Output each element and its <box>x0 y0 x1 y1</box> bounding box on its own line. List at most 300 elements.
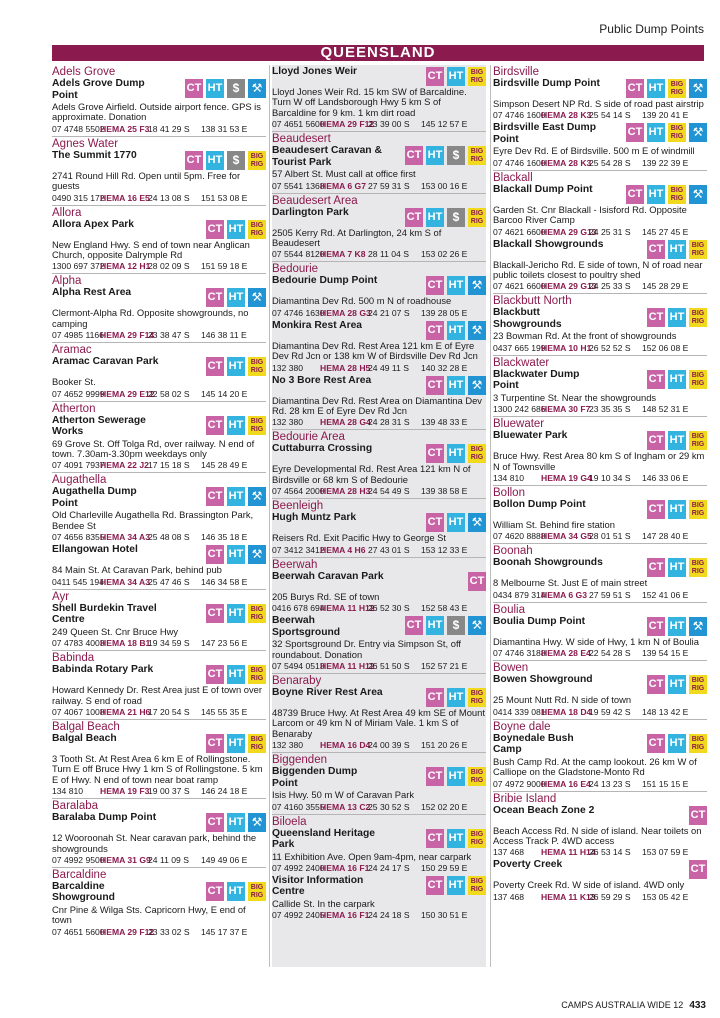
site-name: Aramac Caravan Park <box>52 356 159 368</box>
facility-icons <box>426 321 486 340</box>
dump-point-entry <box>493 733 707 789</box>
longitude: 151 20 26 E <box>421 740 468 751</box>
ht-badge: HT <box>668 240 686 259</box>
latitude: 19 00 37 S <box>148 786 190 797</box>
facility-icons <box>405 208 486 227</box>
water-tap-icon: ⚒ <box>468 321 486 340</box>
latitude: 22 54 28 S <box>589 648 631 659</box>
site-name: Ocean Beach Zone 2 <box>493 804 595 816</box>
big-rig-icon: BIG RIG <box>248 665 266 684</box>
longitude: 139 54 15 E <box>642 648 689 659</box>
hema-reference: HEMA 13 C2 <box>320 801 371 812</box>
town-section <box>52 205 266 272</box>
ct-badge: CT <box>689 860 707 879</box>
site-name: Poverty Creek <box>493 859 563 871</box>
entry-details <box>52 330 266 340</box>
site-name: Babinda Rotary Park <box>52 664 154 676</box>
big-rig-icon: BIG RIG <box>668 79 686 98</box>
town-name: Agnes Water <box>52 137 119 150</box>
phone-number: 07 5544 8120 <box>272 249 325 260</box>
site-description: Poverty Creek Rd. W side of island. 4WD only <box>493 879 685 891</box>
latitude: 24 13 23 S <box>589 778 631 789</box>
site-description: 2505 Kerry Rd. At Darlington, 24 km S of Beaudesert <box>272 226 442 249</box>
site-name: Blackwater Dump Point <box>493 368 580 392</box>
big-rig-icon: BIG RIG <box>248 734 266 753</box>
town-section <box>493 485 707 541</box>
latitude: 26 51 50 S <box>368 660 410 671</box>
phone-number: 0414 339 081 <box>493 706 546 717</box>
hema-reference: HEMA 6 G7 <box>320 180 367 191</box>
site-name: No 3 Bore Rest Area <box>272 374 372 386</box>
site-description: 8 Melbourne St. Just E of main street <box>493 577 648 589</box>
hema-reference: HEMA 7 K8 <box>320 249 366 260</box>
column-divider <box>269 65 270 967</box>
ht-badge: HT <box>447 688 465 707</box>
facility-icons <box>426 688 486 707</box>
latitude: 23 35 35 S <box>589 404 631 415</box>
latitude: 25 54 14 S <box>589 110 631 121</box>
ct-badge: CT <box>626 123 644 142</box>
entry-header <box>272 375 486 395</box>
entry-details <box>52 124 266 134</box>
facility-icons <box>647 734 707 753</box>
dump-point-entry <box>272 687 486 750</box>
ht-badge: HT <box>227 487 245 506</box>
big-rig-icon: BIG RIG <box>468 829 486 848</box>
ht-badge: HT <box>426 146 444 165</box>
site-description: Blackall-Jericho Rd. E side of town, N of road near public toilets closest to poultry shed <box>493 258 703 281</box>
big-rig-icon: BIG RIG <box>668 185 686 204</box>
entry-details <box>493 847 707 857</box>
entry-header <box>493 78 707 98</box>
site-description: William St. Behind fire station <box>493 519 615 531</box>
longitude: 139 20 41 E <box>642 110 689 121</box>
dump-point-entry <box>52 287 266 340</box>
facility-icons <box>405 616 486 635</box>
dump-point-entry <box>493 859 707 901</box>
entry-details <box>52 927 266 937</box>
ct-badge: CT <box>206 220 224 239</box>
site-name: Bedourie Dump Point <box>272 275 378 287</box>
town-name: Beaudesert Area <box>272 194 358 207</box>
site-description: 205 Burys Rd. SE of town <box>272 590 380 602</box>
longitude: 150 29 59 E <box>421 862 468 873</box>
entry-details <box>52 786 266 796</box>
footer-text: CAMPS AUSTRALIA WIDE 12 <box>561 1000 684 1010</box>
site-name: Baralaba Dump Point <box>52 812 157 824</box>
town-name: Barcaldine <box>52 868 107 881</box>
site-name: Cuttaburra Crossing <box>272 443 373 455</box>
ct-badge: CT <box>426 321 444 340</box>
phone-number: 07 4746 3188 <box>493 648 546 659</box>
hema-reference: HEMA 16 F1 <box>320 910 370 921</box>
site-description: Old Charleville Augathella Rd. Brassington Park, Bendee St <box>52 509 254 531</box>
entry-details <box>493 404 707 414</box>
longitude: 139 28 05 E <box>421 307 468 318</box>
town-section <box>493 293 707 352</box>
latitude: 25 54 28 S <box>589 157 631 168</box>
site-name: Lloyd Jones Weir <box>272 66 358 77</box>
ct-badge: CT <box>647 675 665 694</box>
ht-badge: HT <box>227 357 245 376</box>
latitude: 24 25 31 S <box>589 226 631 237</box>
phone-number: 07 5541 1368 <box>272 180 325 191</box>
phone-number: 1300 242 686 <box>493 404 546 415</box>
town-name: Boulia <box>493 603 525 616</box>
ct-badge: CT <box>426 829 444 848</box>
phone-number: 0437 665 199 <box>493 342 546 353</box>
facility-icons <box>647 617 707 636</box>
site-description: Isis Hwy. 50 m W of Caravan Park <box>272 789 415 801</box>
hema-reference: HEMA 16 E4 <box>541 778 591 789</box>
dump-point-entry <box>272 375 486 428</box>
facility-icons <box>468 572 486 591</box>
entry-header <box>493 499 707 519</box>
ht-badge: HT <box>647 79 665 98</box>
site-description: Booker St. <box>52 376 96 388</box>
town-name: Beerwah <box>272 558 318 571</box>
site-description: Garden St. Cnr Blackall - Isisford Rd. Opposite Barcoo River Camp <box>493 203 687 226</box>
phone-number: 07 4621 6600 <box>493 281 546 292</box>
entry-header <box>52 544 266 564</box>
hema-reference: HEMA 18 B1 <box>100 638 151 649</box>
state-banner: QUEENSLAND <box>52 45 704 61</box>
phone-number: 07 4746 1600 <box>493 157 546 168</box>
entry-header <box>493 859 707 879</box>
fee-icon: $ <box>447 208 465 227</box>
site-name: Blackall Showgrounds <box>493 238 604 250</box>
entry-header <box>52 733 266 753</box>
site-description: Diamantina Dev Rd. 500 m N of roadhouse <box>272 295 452 307</box>
hema-reference: HEMA 19 G4 <box>541 473 592 484</box>
site-name: Boonah Showgrounds <box>493 557 603 569</box>
town-name: Blackall <box>493 171 533 184</box>
ct-badge: CT <box>405 208 423 227</box>
water-tap-icon: ⚒ <box>689 123 707 142</box>
ht-badge: HT <box>668 734 686 753</box>
dump-point-entry <box>52 219 266 272</box>
site-name: Ellangowan Hotel <box>52 544 138 556</box>
latitude: 24 13 08 S <box>148 192 190 203</box>
town-name: Biloela <box>272 815 307 828</box>
hema-reference: HEMA 34 G5 <box>541 531 592 542</box>
entry-details <box>493 707 707 717</box>
dump-point-entry <box>493 805 707 858</box>
site-description: 23 Bowman Rd. At the front of showgrounds <box>493 330 677 342</box>
hema-reference: HEMA 28 K3 <box>541 157 592 168</box>
site-name: Bluewater Park <box>493 430 568 442</box>
entry-header <box>493 557 707 577</box>
big-rig-icon: BIG RIG <box>468 688 486 707</box>
hema-reference: HEMA 11 H14 <box>541 847 596 858</box>
longitude: 152 06 08 E <box>642 342 689 353</box>
phone-number: 07 4992 9500 <box>52 854 105 865</box>
dump-point-entry <box>52 544 266 586</box>
phone-number: 07 4652 9999 <box>52 388 105 399</box>
dump-point-entry <box>272 875 486 920</box>
town-name: Aramac <box>52 344 92 357</box>
hema-reference: HEMA 18 D4 <box>541 706 592 717</box>
entry-details <box>52 707 266 717</box>
site-description: New England Hwy. S end of town near Anglican Church, opposite Dalrymple Rd <box>52 238 250 261</box>
facility-icons <box>426 876 486 895</box>
dump-point-entry <box>272 571 486 613</box>
town-section <box>272 498 486 554</box>
site-name: Beerwah Sportsground <box>272 615 341 638</box>
town-name: Birdsville <box>493 66 540 78</box>
dump-point-entry <box>52 78 266 134</box>
town-section <box>272 65 486 129</box>
latitude: 24 25 33 S <box>589 281 631 292</box>
hema-reference: HEMA 31 G9 <box>100 854 151 865</box>
dump-point-entry <box>52 812 266 865</box>
ht-badge: HT <box>447 376 465 395</box>
entry-header <box>272 145 486 168</box>
ct-badge: CT <box>647 617 665 636</box>
ht-badge: HT <box>206 79 224 98</box>
phone-number: 1300 697 372 <box>52 261 105 272</box>
entry-header <box>52 78 266 101</box>
big-rig-icon: BIG RIG <box>248 416 266 435</box>
town-name: Ayr <box>52 590 70 603</box>
entry-header <box>52 150 266 170</box>
water-tap-icon: ⚒ <box>248 79 266 98</box>
water-tap-icon: ⚒ <box>468 376 486 395</box>
water-tap-icon: ⚒ <box>468 276 486 295</box>
site-name: Bowen Showground <box>493 674 593 686</box>
entry-details <box>272 417 486 427</box>
phone-number: 134 810 <box>493 473 525 484</box>
entry-header <box>52 664 266 684</box>
ct-badge: CT <box>206 665 224 684</box>
longitude: 152 57 21 E <box>421 660 468 671</box>
site-name: Adels Grove Dump Point <box>52 78 145 101</box>
longitude: 153 05 42 E <box>642 891 689 902</box>
hema-reference: HEMA 16 D4 <box>320 740 371 751</box>
site-name: Biggenden Dump Point <box>272 766 358 789</box>
latitude: 24 00 39 S <box>368 740 410 751</box>
entry-header <box>272 207 486 227</box>
ct-badge: CT <box>405 146 423 165</box>
site-description: Howard Kennedy Dr. Rest Area just E of town over railway. S end of road <box>52 684 262 706</box>
site-description: Diamantina Dev Rd. Rest Area 121 km E of Eyre Dev Rd Jcn or 138 km W of Birdsville Dev Rd Jcn <box>272 339 478 362</box>
site-description: 84 Main St. At Caravan Park, behind pub <box>52 564 222 576</box>
longitude: 145 28 49 E <box>201 460 248 471</box>
entry-details <box>52 638 266 648</box>
longitude: 151 53 08 E <box>201 192 248 203</box>
longitude: 138 31 53 E <box>201 123 248 134</box>
fee-icon: $ <box>447 616 465 635</box>
ct-badge: CT <box>206 357 224 376</box>
dump-point-entry <box>52 150 266 203</box>
entry-details <box>52 460 266 470</box>
entry-details <box>52 261 266 271</box>
dump-point-entry <box>493 674 707 716</box>
site-name: Darlington Park <box>272 206 349 218</box>
facility-icons <box>647 240 707 259</box>
latitude: 28 01 51 S <box>589 531 631 542</box>
site-description: Callide St. In the carpark <box>272 897 375 909</box>
big-rig-icon: BIG RIG <box>689 675 707 694</box>
hema-reference: HEMA 16 E5 <box>100 192 150 203</box>
site-description: 69 Grove St. Off Tolga Rd, over railway. N end of town. 7.30am-3.30pm weekdays only <box>52 437 255 460</box>
ct-badge: CT <box>426 276 444 295</box>
site-description: 32 Sportsground Dr. Entry via Simpson St, off roundabout. Donation <box>272 638 461 660</box>
hema-reference: HEMA 11 K13 <box>541 891 596 902</box>
phone-number: 07 4067 1008 <box>52 706 105 717</box>
ht-badge: HT <box>227 882 245 901</box>
water-tap-icon: ⚒ <box>248 487 266 506</box>
hema-reference: HEMA 19 F3 <box>100 786 150 797</box>
dump-point-entry <box>272 145 486 190</box>
latitude: 19 34 59 S <box>148 638 190 649</box>
longitude: 139 22 39 E <box>642 157 689 168</box>
entry-header <box>52 603 266 626</box>
site-description: Eyre Dev Rd. E of Birdsville. 500 m E of windmill <box>493 145 695 157</box>
longitude: 149 49 06 E <box>201 854 248 865</box>
site-description: Beach Access Rd. N side of island. Near toilets on Access Track P. 4WD access <box>493 824 702 846</box>
dump-point-entry <box>272 828 486 873</box>
site-name: Monkira Rest Area <box>272 319 363 331</box>
hema-reference: HEMA 22 J2 <box>100 460 149 471</box>
facility-icons <box>647 308 707 327</box>
page-footer <box>561 1000 706 1011</box>
entry-details <box>493 590 707 600</box>
listing-column-2 <box>272 65 486 967</box>
listing-column-1 <box>52 65 266 967</box>
ht-badge: HT <box>647 185 665 204</box>
ht-badge: HT <box>426 208 444 227</box>
entry-details <box>493 343 707 353</box>
site-description: Adels Grove Airfield. Outside airport fence. GPS is approximate. Donation <box>52 101 261 123</box>
town-name: Benaraby <box>272 674 322 687</box>
ht-badge: HT <box>668 308 686 327</box>
longitude: 146 34 58 E <box>201 576 248 587</box>
site-description: Diamantina Dev Rd. Rest Area on Diamantina Dev Rd. 28 km E of Eyre Dev Rd Jcn <box>272 394 482 417</box>
dump-point-entry <box>272 275 486 317</box>
hema-reference: HEMA 28 H3 <box>320 486 371 497</box>
site-name: Atherton Sewerage Works <box>52 414 146 438</box>
hema-reference: HEMA 12 H1 <box>100 261 151 272</box>
town-name: Atherton <box>52 402 96 415</box>
town-name: Bedourie <box>272 263 319 276</box>
fee-icon: $ <box>227 79 245 98</box>
latitude: 28 02 09 S <box>148 261 190 272</box>
facility-icons <box>647 675 707 694</box>
town-name: Bribie Island <box>493 792 557 805</box>
ct-badge: CT <box>647 308 665 327</box>
phone-number: 07 4746 1630 <box>272 307 325 318</box>
longitude: 152 02 20 E <box>421 801 468 812</box>
town-name: Augathella <box>52 474 107 487</box>
water-tap-icon: ⚒ <box>248 545 266 564</box>
dump-point-entry <box>493 616 707 658</box>
town-name: Boonah <box>493 545 533 558</box>
site-name: Hugh Muntz Park <box>272 512 357 524</box>
ct-badge: CT <box>647 370 665 389</box>
phone-number: 137 468 <box>493 847 525 858</box>
town-section <box>493 170 707 292</box>
dump-point-entry <box>272 615 486 671</box>
entry-header <box>52 287 266 307</box>
town-section <box>272 557 486 671</box>
page-header-title: Public Dump Points <box>599 22 704 36</box>
longitude: 153 07 59 E <box>642 847 689 858</box>
latitude: 26 59 29 S <box>589 891 631 902</box>
phone-number: 132 380 <box>272 417 304 428</box>
longitude: 145 27 45 E <box>642 226 689 237</box>
ct-badge: CT <box>206 288 224 307</box>
town-name: Biggenden <box>272 754 327 767</box>
latitude: 26 52 52 S <box>589 342 631 353</box>
ct-badge: CT <box>426 376 444 395</box>
water-tap-icon: ⚒ <box>689 617 707 636</box>
dump-point-entry <box>52 486 266 542</box>
ct-badge: CT <box>689 806 707 825</box>
town-name: Bedourie Area <box>272 431 345 444</box>
entry-header <box>493 805 707 825</box>
ht-badge: HT <box>447 767 465 786</box>
big-rig-icon: BIG RIG <box>468 444 486 463</box>
town-name: Bollon <box>493 487 525 500</box>
ct-badge: CT <box>426 513 444 532</box>
ct-badge: CT <box>647 558 665 577</box>
entry-header <box>272 275 486 295</box>
entry-header <box>52 415 266 438</box>
ct-badge: CT <box>206 604 224 623</box>
latitude: 27 59 31 S <box>368 180 410 191</box>
dump-point-entry <box>272 443 486 496</box>
latitude: 23 38 47 S <box>148 330 190 341</box>
entry-details <box>493 281 707 291</box>
ct-badge: CT <box>647 734 665 753</box>
town-section <box>493 719 707 789</box>
entry-header <box>493 184 707 204</box>
longitude: 153 02 26 E <box>421 249 468 260</box>
entry-details <box>52 855 266 865</box>
hema-reference: HEMA 28 G4 <box>320 417 371 428</box>
site-name: Boynedale Bush Camp <box>493 732 574 756</box>
entry-header <box>272 875 486 898</box>
hema-reference: HEMA 34 A3 <box>100 576 150 587</box>
hema-reference: HEMA 28 G3 <box>320 307 371 318</box>
hema-reference: HEMA 4 H6 <box>320 544 366 555</box>
dump-point-entry <box>52 603 266 648</box>
ht-badge: HT <box>227 665 245 684</box>
site-name: Birdsville Dump Point <box>493 78 600 89</box>
ct-badge: CT <box>647 500 665 519</box>
dump-point-entry <box>493 499 707 541</box>
big-rig-icon: BIG RIG <box>689 240 707 259</box>
ht-badge: HT <box>227 813 245 832</box>
site-description: Cnr Pine & Wilga Sts. Capricorn Hwy, E end of town <box>52 903 246 926</box>
dump-point-entry <box>272 320 486 373</box>
entry-header <box>493 122 707 145</box>
town-section <box>493 355 707 414</box>
entry-details <box>52 193 266 203</box>
ct-badge: CT <box>626 185 644 204</box>
entry-details <box>52 389 266 399</box>
ct-badge: CT <box>206 545 224 564</box>
entry-details <box>272 603 486 613</box>
town-section <box>493 543 707 599</box>
longitude: 153 12 33 E <box>421 544 468 555</box>
ct-badge: CT <box>185 151 203 170</box>
site-name: Queensland Heritage Park <box>272 827 375 851</box>
facility-icons <box>185 79 266 98</box>
phone-number: 0434 879 314 <box>493 589 546 600</box>
longitude: 150 30 51 E <box>421 910 468 921</box>
